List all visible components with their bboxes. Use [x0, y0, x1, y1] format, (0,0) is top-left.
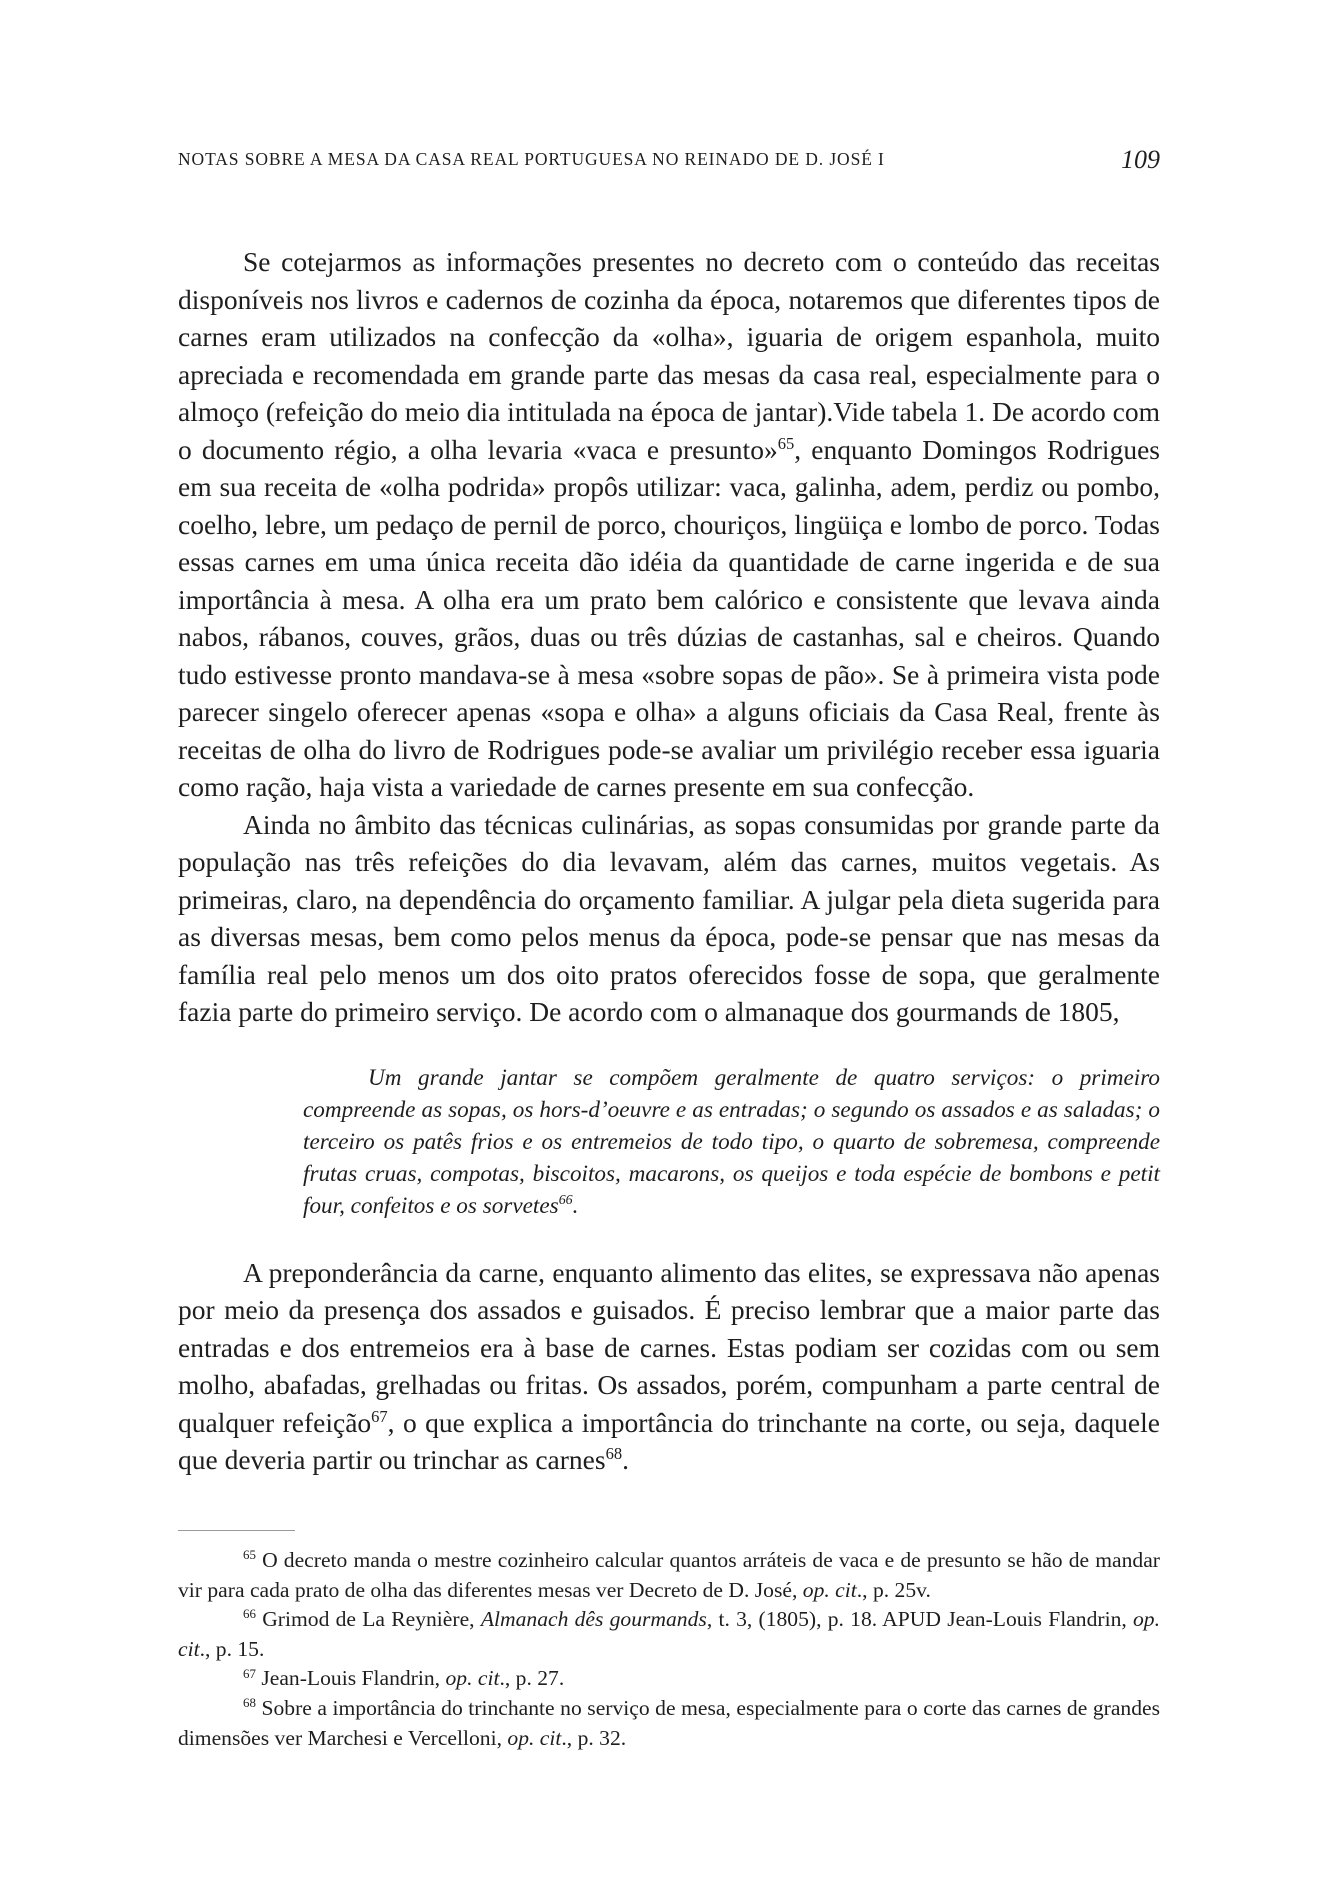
footnote-ref-67[interactable]: 67	[371, 1406, 388, 1426]
footnotes	[178, 1546, 1160, 1753]
paragraph-1-text-a: Se cotejarmos as informações presentes no decreto com o conteúdo das receitas disponíveis nos livros e cadernos de cozinha da época, notaremos que diferentes tipos de carnes eram utilizados na confecção da «olha», iguaria de origem espanhola, muito apreciada e recomendada em grande parte das mesas da casa real, especialmente para o almoço (refeição do meio dia intitulada na época de jantar).Vide tabela 1. De acordo com o documento régio, a olha levaria «vaca e presunto»	[178, 246, 1160, 465]
footnote-ref-66[interactable]: 66	[558, 1193, 573, 1209]
footnote-65	[178, 1546, 1160, 1605]
footnote-67-number: 67	[243, 1665, 256, 1681]
footnote-66-text-c: ., p. 15.	[199, 1636, 265, 1661]
footnote-67	[178, 1664, 1160, 1694]
paragraph-2: Ainda no âmbito das técnicas culinárias, as sopas consumidas por grande parte da população nas três refeições do dia levavam, além das carnes, muitos vegetais. As primeiras, claro, na dependência do orçamento familiar. A julgar pela dieta sugerida para as diversas mesas, bem como pelos menus da época, pode-se pensar que nas mesas da família real pelo menos um dos oito pratos oferecidos fosse de sopa, que geralmente fazia parte do primeiro serviço. De acordo com o almanaque dos gourmands de 1805,	[178, 808, 1160, 1027]
footnote-divider	[178, 1530, 295, 1531]
block-quote-text: Um grande jantar se compõem geralmente de quatro serviços: o primeiro compreende as sopas, os hors-d’oeuvre e as entradas; o segundo os assados e as saladas; o terceiro os patês frios e os entremeios de todo tipo, o quarto de sobremesa, compreende frutas cruas, compotas, biscoitos, macarons, os queijos e toda espécie de bombons e petit four, confeitos e os sorvetes	[303, 1064, 1160, 1219]
footnote-66-number: 66	[243, 1606, 256, 1622]
footnote-68-italic: op. cit	[507, 1725, 562, 1750]
footnote-65-text-b: ., p. 25v.	[856, 1577, 931, 1602]
footnote-65-italic: op. cit	[802, 1577, 857, 1602]
paragraph-3-end: .	[622, 1444, 629, 1475]
footnote-68-text-b: ., p. 32.	[561, 1725, 627, 1750]
paragraph-1-text-b: , enquanto Domingos Rodrigues em sua receita de «olha podrida» propôs utilizar: vaca, galinha, adem, perdiz ou pombo, coelho, lebre, um pedaço de pernil de porco, chouriços, lingüiça e lombo de porco. Todas essas carnes em uma única receita dão idéia da quantidade de carne ingerida e de sua importância à mesa. A olha era um prato bem calórico e consistente que levava ainda nabos, rábanos, couves, grãos, duas ou três dúzias de castanhas, sal e cheiros. Quando tudo estivesse pronto mandava-se à mesa «sobre sopas de pão». Se à primeira vista pode parecer singelo oferecer apenas «sopa e olha» a alguns oficiais da Casa Real, frente às receitas de olha do livro de Rodrigues pode-se avaliar um privilégio receber essa iguaria como ração, haja vista a variedade de carnes presente em sua confecção.	[178, 433, 1160, 802]
footnote-66-text-a: Grimod de La Reynière,	[255, 1607, 481, 1632]
body-text	[178, 243, 1160, 1479]
footnote-66-text-b: , t. 3, (1805), p. 18. APUD Jean-Louis Flandrin,	[706, 1607, 1133, 1632]
footnote-68	[178, 1694, 1160, 1753]
footnote-68-text-a: Sobre a importância do trinchante no serviço de mesa, especialmente para o corte das carnes de grandes dimensões ver Marchesi e Vercelloni,	[178, 1695, 1160, 1750]
footnote-65-number: 65	[243, 1547, 256, 1563]
footnote-67-text-b: ., p. 27.	[499, 1666, 565, 1691]
footnote-66-italic-2: op. cit	[178, 1607, 1160, 1661]
paragraph-3	[178, 1254, 1160, 1479]
running-title: NOTAS SOBRE A MESA DA CASA REAL PORTUGUESA NO REINADO DE D. JOSÉ I	[178, 149, 885, 169]
footnote-67-italic: op. cit	[445, 1666, 500, 1691]
block-quote	[303, 1062, 1160, 1222]
block-quote-end: .	[572, 1192, 579, 1219]
paragraph-3-text-a: A preponderância da carne, enquanto alimento das elites, se expressava não apenas por meio da presença dos assados e guisados. É preciso lembrar que a maior parte das entradas e dos entremeios era à base de carnes. Estas podiam ser cozidas com ou sem molho, abafadas, grelhadas ou fritas. Os assados, porém, compunham a parte central de qualquer refeição	[178, 1256, 1160, 1438]
paragraph-1	[178, 243, 1160, 806]
footnote-67-text-a: Jean-Louis Flandrin,	[255, 1666, 446, 1691]
footnote-65-text-a: O decreto manda o mestre cozinheiro calcular quantos arráteis de vaca e de presunto se hão de mandar vir para cada prato de olha das diferentes mesas ver Decreto de D. José,	[178, 1548, 1160, 1602]
paragraph-3-text-b: , o que explica a importância do trinchante na corte, ou seja, daquele que deveria partir ou trinchar as carnes	[178, 1406, 1160, 1475]
page-number: 109	[1121, 145, 1160, 174]
footnote-68-number: 68	[243, 1695, 256, 1711]
footnote-ref-65[interactable]: 65	[777, 433, 795, 453]
footnote-ref-68[interactable]: 68	[605, 1444, 623, 1464]
running-header	[178, 145, 1160, 185]
footnote-66-italic-1: Almanach dês gourmands	[480, 1607, 707, 1632]
footnote-66	[178, 1605, 1160, 1664]
